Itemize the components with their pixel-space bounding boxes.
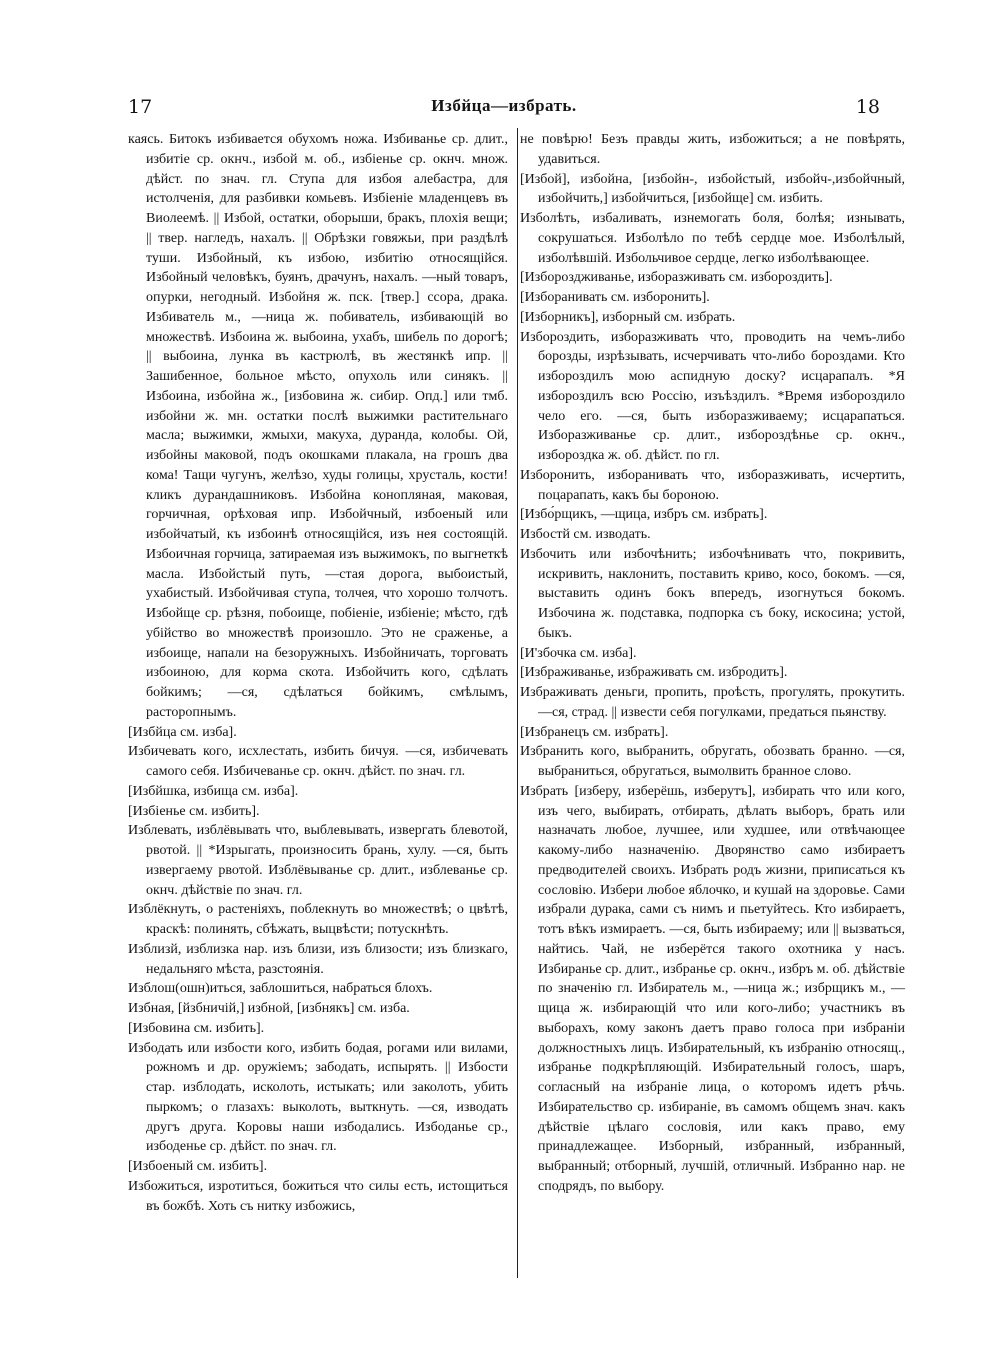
dictionary-entry: Изблош(ошн)иться, заблошиться, набраться блохъ. [128,981,433,997]
dictionary-entry: [Избой], избойна, [избойн-, избойстый, избойч-,избойчный, избойчить,] избойчиться, [избойще] см. избить. [520,171,905,207]
dictionary-entry: Избраживать деньги, пропить, проѣсть, прогулять, прокутить. —ся, страд. || извести себя погулками, предаться пьянству. [520,685,905,720]
dictionary-entry: [Избоеный см. избить]. [128,1159,268,1174]
dictionary-entry: [Избйшка, избища см. изба]. [128,783,299,799]
dictionary-entry: Избная, [йзбничій,] избной, [избнякъ] см. изба. [128,1001,410,1016]
dictionary-entry: Избранить кого, выбранить, обругать, обозвать бранно. —ся, выбраниться, обругаться, вымолвить бранное слово. [520,744,905,779]
dictionary-entry: Избороздить, изборазживать что, проводить на чемъ-либо борозды, изрѣзывать, исчерчивать что-либо бороздами. Кто избороздилъ мою аспидную доску? исцарапалъ. *Я избороздилъ всю Россію, изъѣздилъ. *Время избороздило чело его. —ся, быть изборазживаему; исцарапаться. Изборазживанье ср. длит., избороздѣнье ср. окнч., избороздка ж. об. дѣйст. по гл. [520,329,905,463]
dictionary-entry: [Избйца см. изба]. [128,724,237,740]
left-page-number: 17 [128,96,153,118]
dictionary-entry: Изблевать, изблёвывать что, выблевывать, извергать блевотой, рвотой. || *Изрыгать, произносить брань, хулу. —ся, быть извергаему рвотой. Изблёвыванье ср. длит., изблеванье ср. окнч. дѣйствіе по знач. гл. [128,823,508,898]
dictionary-entry: не повѣрю! Безъ правды жить, избожиться; а не повѣрять, удавиться. [520,132,905,167]
dictionary-entry: Изболѣть, избаливать, изнемогать боля, болѣя; изнывать, сокрушаться. Изболѣло по тебѣ сердце мое. Изболѣлый, изболѣвшій. Избольчивое сердце, легко изболѣвающее. [520,211,905,266]
dictionary-entry: Изблёкнуть, о растеніяхъ, поблекнуть во множествѣ; о цвѣтѣ, краскѣ: полинять, сбѣжать, выцвѣсти; потускнѣть. [128,902,508,937]
right-page-number: 18 [855,96,880,118]
dictionary-entry: [И'збочка см. изба]. [520,645,637,661]
right-column [520,130,905,1194]
dictionary-entry: [Изборанивать см. изборонить]. [520,290,710,305]
running-title: Избйца—избрать. [431,96,577,115]
dictionary-entry: [Избранецъ см. избрать]. [520,724,669,740]
dictionary-entry: [Избо́рщикъ, —щица, избръ см. избрать]. [520,507,768,523]
dictionary-entry: [Избраживанье, избраживать см. избродить]. [520,665,788,681]
dictionary-entry: Избожиться, изротиться, божиться что силы есть, истощиться въ божбѣ. Хоть съ нитку избожись, [128,1178,508,1214]
dictionary-entry: [Избовина см. избить]. [128,1020,265,1036]
column-divider [517,128,518,1278]
dictionary-entry: Изблизй, изблизка нар. изъ близи, изъ близости; изъ близкаго, недальняго мѣста, разстоянія. [128,941,508,977]
dictionary-entry: [Изборникъ], изборный см. избрать. [520,309,736,325]
dictionary-entry: Изборонить, изборанивать что, изборазживать, исчертить, поцарапать, какъ бы бороною. [520,467,905,503]
dictionary-entry: Избодать или избости кого, избить бодая, рогами или вилами, рожномъ и др. оружіемъ; забодать, испырять. || Избости стар. изблодать, исколоть, истыкать; или заколоть, убить пыркомъ; о глазахъ: выколоть, выткнуть. —ся, изводать другъ друга. Коровы наши избодались. Избоданье ср., избоденье ср. дѣйст. по знач. гл. [128,1040,508,1155]
left-column [128,130,508,1255]
dictionary-entry: каясь. Битокъ избивается обухомъ ножа. Избиванье ср. длит., избитіе ср. окнч., избой м. об., избіенье ср. окнч. множ. дѣйст. по знач. гл. Ступа для избоя алебастра, для истолченія, для разбивки комьевъ. Избіеніе младенцевъ въ Виолеемѣ. || Избой, остатки, оборыши, бракъ, плохія вещи; || твер. нагледъ, нахалъ. || Обрѣзки говяжьи, при раздѣлѣ туши. Избойный, къ избою, избитію относящійся. Избойный человѣкъ, буянъ, драчунъ, нахалъ. —ный товаръ, опурки, негодный. Избойня ж. пск. [твер.] ссора, драка. Избиватель м., —ница ж. побиватель, избивающій во множествѣ. Избоина ж. выбоина, ухабъ, шибель по дорогѣ; || выбоина, лунка въ кастрюлѣ, въ жестянкѣ ипр. || Зашибенное, больное мѣсто, опухоль или синякъ. || Избоина, избойна ж., [избовина ж. сибир. Опд.] или тмб. избойни ж. мн. остатки послѣ выжимки растительнаго масла; выжимки, жмыхи, макуха, дуранда, колобы. Ой, избойны маковой, подъ окошками плакала, на грошъ два кома! Тащи чугунъ, желѣзо, худы голицы, хрусталь, кости! кликъ дурандашниковъ. Избойна конопляная, маковая, горчичная, орѣховая ипр. Избойчный, избоеный или избойчатый, къ избоинѣ относящійся, изъ нея состоящій. Избоичная горчица, затираемая изъ выжимокъ, по выгнеткѣ масла. Избойстый путь, —стая дорога, выбоистый, ухабистый. Избойчивая ступа, толчея, что хорошо толчотъ. Избойще ср. рѣзня, побоище, побіеніе, избіеніе; мѣсто, гдѣ убійство во множествѣ произошло. Это не сраженье, а избоище, напали на безоружныхъ. Избойничать, торговать избоиною, для корма скота. Избойчить кого, сдѣлать бойкимъ; —ся, сдѣлаться бойкимъ, смѣлымъ, расторопнымъ. [128,132,508,720]
dictionary-entry: Избрать [изберу, изберёшь, изберутъ], избирать что или кого, изъ чего, выбирать, отбирать, дѣлать выборъ, брать или назначать любое, лучшее, или худшее, или отвѣчающее какому-либо назначенію. Дворянство само избираетъ предводителей своихъ. Избрать родъ жизни, приписаться къ сословію. Избери любое яблочко, и кушай на здоровье. Сами избрали дурака, сами съ нимъ и пьетуйтесь. Кто избираетъ, тотъ вѣкъ измираетъ. —ся, быть избираему; или || вызваться, найтись. Чай, не изберётся такого охотника у насъ. Избиранье ср. длит., избранье ср. окнч., избръ м. об. дѣйствіе по значенію гл. Избиратель м., —ница ж.; избрщикъ м., —щица ж. избирающій что или кого-либо; участникъ въ выборахъ, кому законъ даетъ право голоса при избраніи должностныхъ лицъ. Избирательный, къ избранію относящ., избранье подкрѣпляющій. Избирательный голосъ, шаръ, согласный на избраніе лица, о которомъ идетъ рѣчь. Избирательство ср. избираніе, въ самомъ общемъ знач. какъ дѣйствіе цѣлаго сословія, или какъ право, ему принадлежащее. Изборный, избранный, избранный, выбранный; отборный, лучшій, отличный. Избранно нар. не сподрядъ, по выбору. [520,783,905,1194]
dictionary-entry: [Избороздживанье, изборазживать см. избороздить]. [520,270,833,286]
dictionary-entry: Избостй см. изводать. [520,527,651,542]
dictionary-entry: Избочить или избочѣнить; избочѣнивать что, покривить, искривить, наклонить, поставить криво, косо, бокомъ. —ся, выставить одинъ бокъ впередъ, изогнуться бокомъ. Избочина ж. подставка, подпорка съ боку, искосина; устой, быкъ. [520,546,905,641]
dictionary-entry: [Избіенье см. избить]. [128,803,260,819]
dictionary-entry: Избичевать кого, исхлестать, избить бичуя. —ся, избичевать самого себя. Избичеванье ср. окнч. дѣйст. по знач. гл. [128,744,508,779]
page-header [128,96,880,122]
